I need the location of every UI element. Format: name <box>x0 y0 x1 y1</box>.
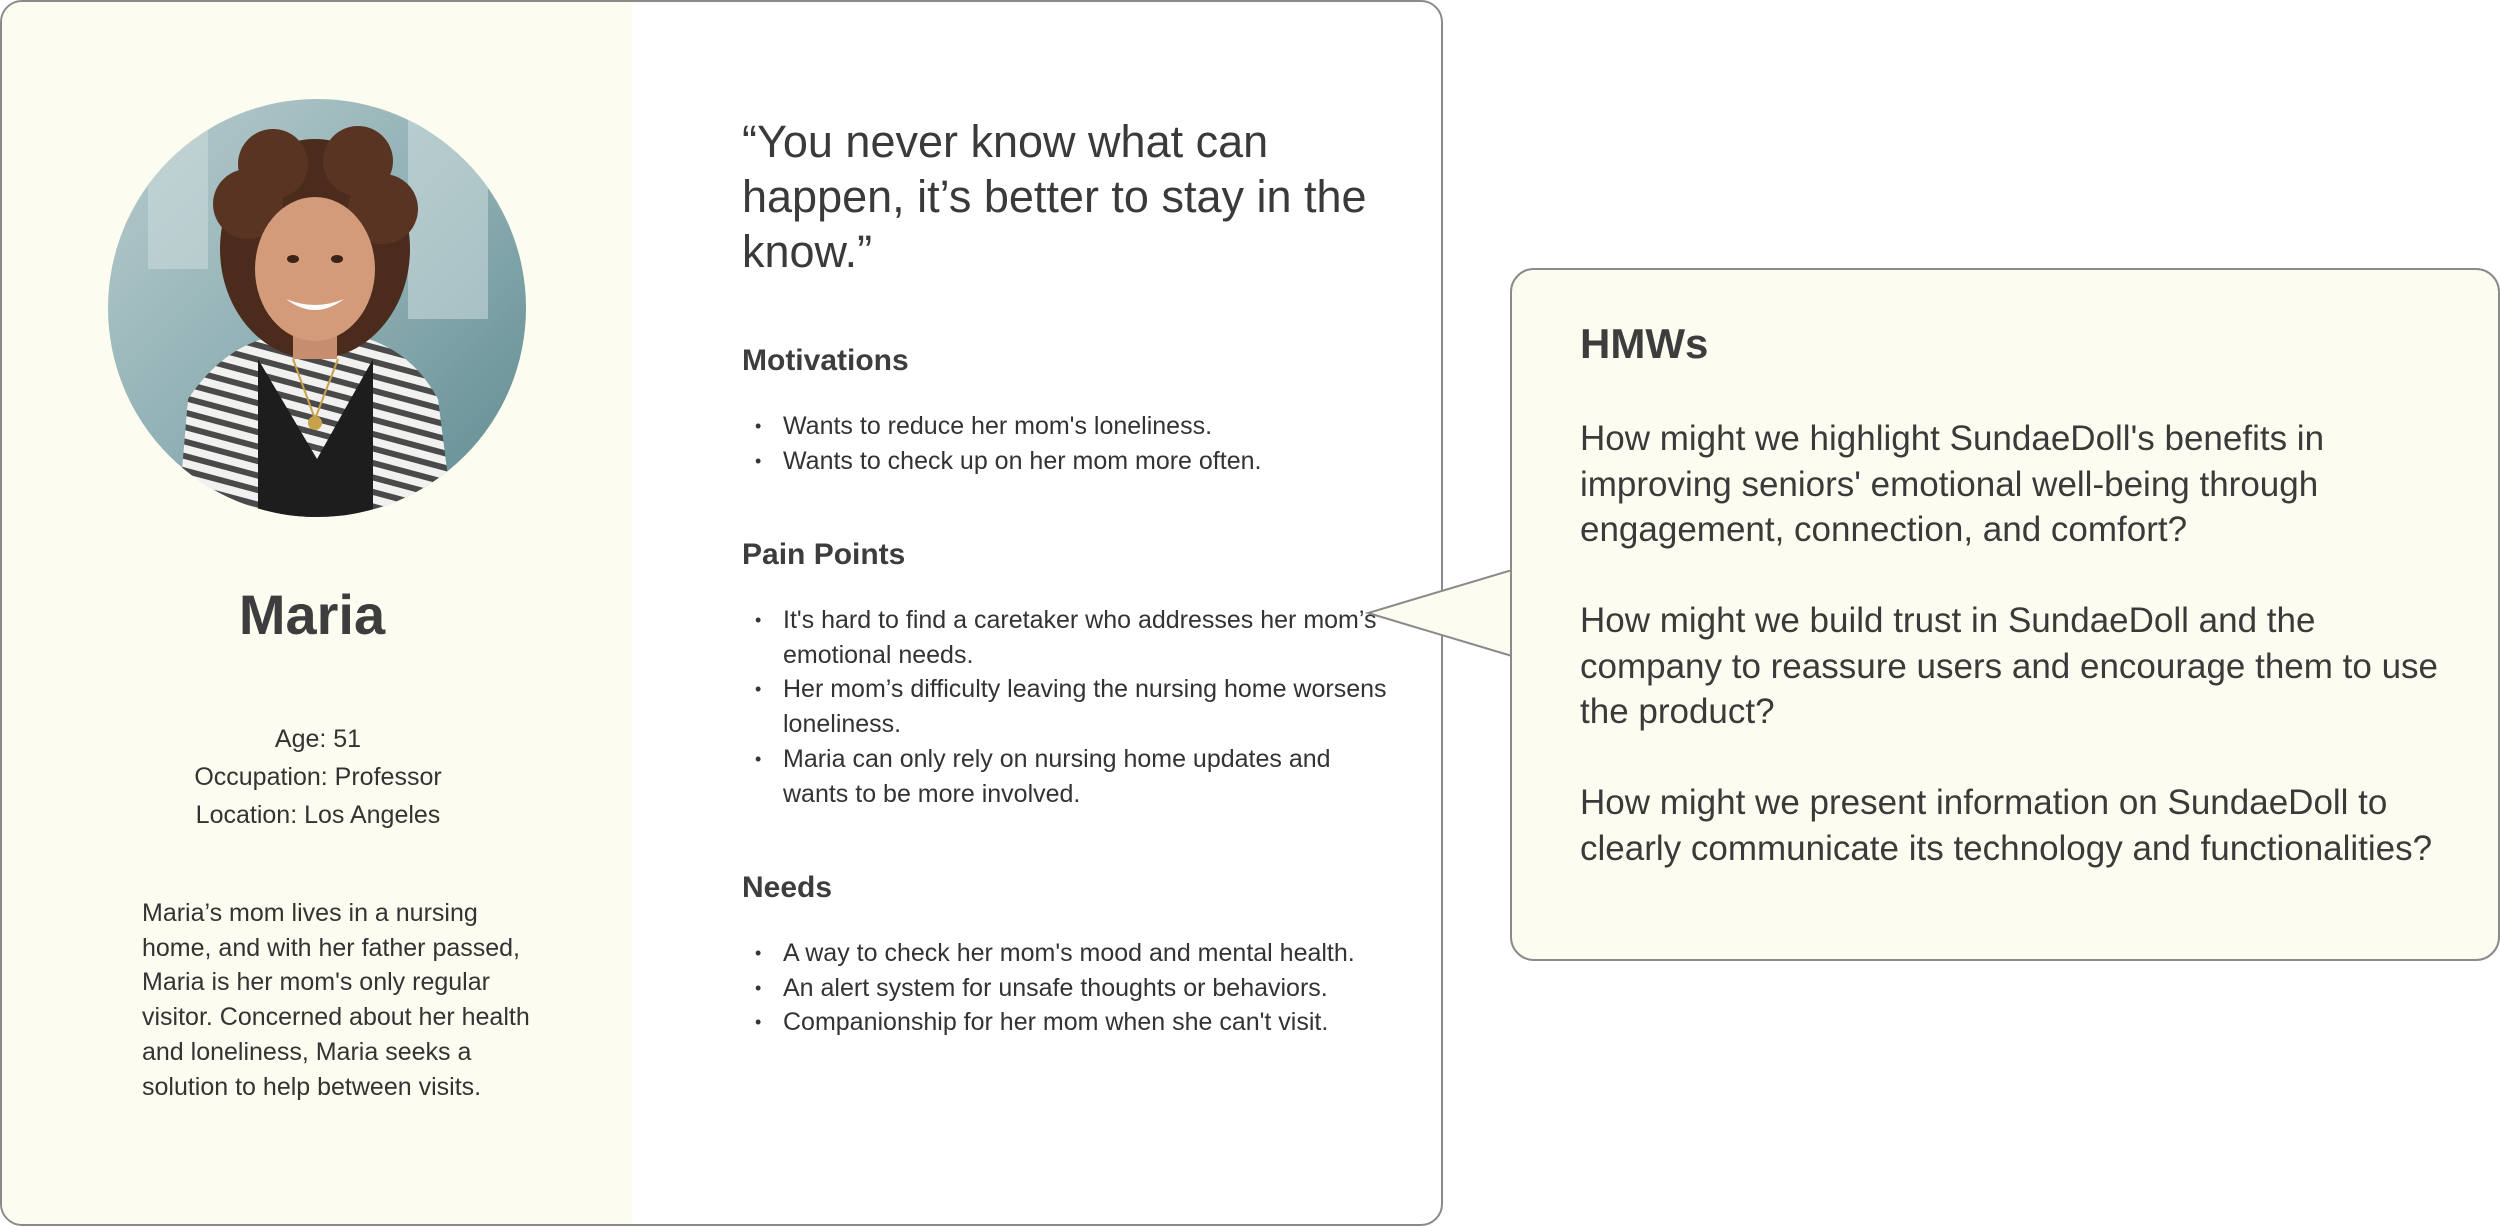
pain-points-heading: Pain Points <box>742 538 906 571</box>
persona-name: Maria <box>238 583 386 646</box>
hmw-item: How might we build trust in SundaeDoll and the company to reassure users and encourage them to use the product? <box>1580 601 2438 731</box>
list-item: • A way to check her mom's mood and mental health. <box>742 936 1392 971</box>
persona-bio: Maria’s mom lives in a nursing home, and with her father passed, Maria is her mom's only regular visitor. Concerned about her health and loneliness, Maria seeks a solution to help between visits. <box>142 899 530 1101</box>
list-item: • Wants to check up on her mom more often. <box>742 444 1392 479</box>
speech-bubble-tail <box>1365 570 1515 666</box>
persona-photo <box>108 99 526 517</box>
list-item: • It's hard to find a caretaker who addresses her mom’s emotional needs. <box>742 603 1392 672</box>
needs-list <box>742 936 1392 1040</box>
pain-points-list <box>742 603 1392 811</box>
persona-age: Age: 51 <box>274 725 362 753</box>
hmw-callout <box>1510 268 2500 961</box>
persona-location: Location: Los Angeles <box>195 801 441 829</box>
persona-profile-panel <box>2 2 632 1224</box>
hmw-item: How might we highlight SundaeDoll's benefits in improving seniors' emotional well-being through engagement, connection, and comfort? <box>1580 419 2325 549</box>
list-item: • An alert system for unsafe thoughts or behaviors. <box>742 971 1392 1006</box>
persona-occupation: Occupation: Professor <box>194 763 442 791</box>
list-item: • Her mom’s difficulty leaving the nursing home worsens loneliness. <box>742 672 1392 741</box>
motivations-list <box>742 409 1392 478</box>
list-item: • Wants to reduce her mom's loneliness. <box>742 409 1392 444</box>
persona-photo-illustration <box>108 99 526 517</box>
persona-facts <box>2 720 634 834</box>
needs-heading: Needs <box>742 871 833 904</box>
list-item: • Maria can only rely on nursing home updates and wants to be more involved. <box>742 742 1392 811</box>
hmw-title: HMWs <box>1580 320 1709 367</box>
persona-quote: “You never know what can happen, it’s better to stay in the know.” <box>742 116 1367 277</box>
hmw-item: How might we present information on SundaeDoll to clearly communicate its technology and functionalities? <box>1580 783 2433 868</box>
list-item: • Companionship for her mom when she can't visit. <box>742 1005 1392 1040</box>
motivations-heading: Motivations <box>742 344 909 377</box>
